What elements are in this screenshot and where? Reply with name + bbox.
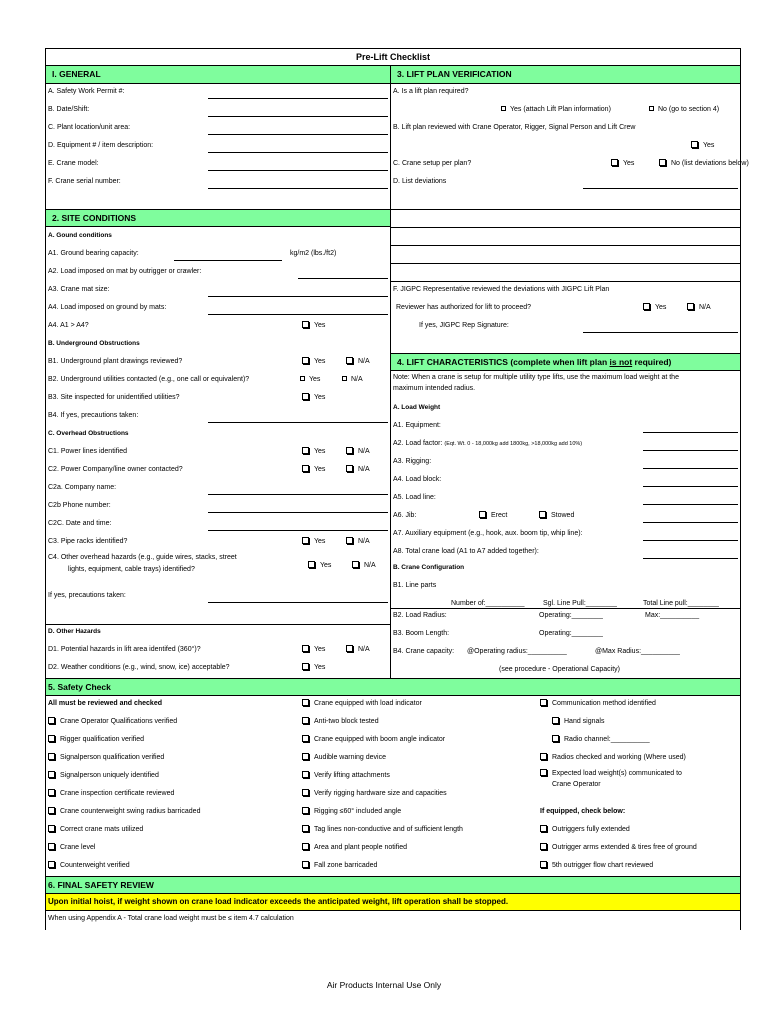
- safety-check-item[interactable]: Rigging ≤60° included angle: [302, 804, 401, 820]
- safety-check-item[interactable]: Counterweight verified: [48, 858, 130, 874]
- date-field[interactable]: [208, 116, 388, 117]
- c4-label-2: lights, equipment, cable trays) identified?: [68, 566, 195, 573]
- c2c-field[interactable]: [208, 530, 388, 531]
- final-warning: Upon initial hoist, if weight shown on crane load indicator exceeds the anticipated weight, lift operation shall be stopped.: [46, 894, 740, 911]
- checkbox-icon[interactable]: [352, 561, 359, 568]
- safety-check-item[interactable]: Crane inspection certificate reviewed: [48, 786, 174, 802]
- a3-field[interactable]: [208, 296, 388, 297]
- lc-a3-field[interactable]: [643, 468, 738, 469]
- c1-label: C1. Power lines identified: [48, 448, 127, 455]
- site-header: 2. SITE CONDITIONS: [46, 209, 390, 227]
- checkbox-icon[interactable]: [649, 106, 654, 111]
- lc-a6-field[interactable]: [643, 522, 738, 523]
- lc-a5-field[interactable]: [643, 504, 738, 505]
- safety-check-item[interactable]: Fall zone barricaded: [302, 858, 377, 874]
- checkbox-icon[interactable]: [302, 447, 309, 454]
- checkbox-icon[interactable]: [479, 511, 486, 518]
- safety-check-item[interactable]: Anti-two block tested: [302, 714, 379, 730]
- lp-d-label: D. List deviations: [393, 178, 447, 185]
- divider: [391, 209, 740, 210]
- b2-na[interactable]: N/A: [342, 372, 363, 388]
- checkbox-icon[interactable]: [302, 753, 309, 760]
- c2a-field[interactable]: [208, 494, 388, 495]
- safety-check-item[interactable]: Correct crane mats utilized: [48, 822, 143, 838]
- a4b-yes[interactable]: Yes: [302, 318, 325, 334]
- hand-signals[interactable]: Hand signals: [552, 714, 604, 730]
- lp-c-no[interactable]: No (list deviations below): [659, 156, 749, 172]
- checkbox-icon[interactable]: [346, 537, 353, 544]
- lc-a8-field[interactable]: [643, 558, 738, 559]
- checkbox-icon[interactable]: [302, 357, 309, 364]
- location-label: C. Plant location/unit area:: [48, 124, 131, 131]
- safety-check-item[interactable]: Crane equipped with load indicator: [302, 696, 422, 712]
- lp-f-label: F. JIGPC Representative reviewed the deviations with JIGPC Lift Plan: [393, 286, 610, 293]
- safety-col1-title: All must be reviewed and checked: [48, 700, 162, 707]
- sgl-line-pull[interactable]: Sgl. Line Pull:________: [543, 600, 617, 607]
- c2c-label: C2C. Date and time:: [48, 520, 112, 527]
- serial-label: F. Crane serial number:: [48, 178, 121, 185]
- ground-subhead: A. Gound conditions: [48, 232, 112, 239]
- checkbox-icon[interactable]: [48, 807, 55, 814]
- crane-config-subhead: B. Crane Configuration: [393, 564, 465, 571]
- checkbox-icon[interactable]: [540, 861, 547, 868]
- safety-check-item[interactable]: Crane level: [48, 840, 95, 856]
- checkbox-icon[interactable]: [48, 861, 55, 868]
- safety-check-item[interactable]: Audible warning device: [302, 750, 386, 766]
- a1-field[interactable]: [174, 260, 282, 261]
- b3-yes[interactable]: Yes: [302, 390, 325, 406]
- c4-yes[interactable]: Yes: [308, 558, 331, 574]
- lc-b4-label: B4. Crane capacity:: [393, 648, 455, 655]
- checkbox-icon[interactable]: [539, 511, 546, 518]
- lc-a1-field[interactable]: [643, 432, 738, 433]
- permit-field[interactable]: [208, 98, 388, 99]
- lc-b2-label: B2. Load Radius:: [393, 612, 447, 619]
- a4-field[interactable]: [208, 314, 388, 315]
- reviewer-na[interactable]: N/A: [687, 300, 711, 316]
- c2-yes[interactable]: Yes: [302, 462, 325, 478]
- lc-a7-field[interactable]: [643, 540, 738, 541]
- checkbox-icon[interactable]: [48, 825, 55, 832]
- checkbox-icon[interactable]: [302, 807, 309, 814]
- b1-yes[interactable]: Yes: [302, 354, 325, 370]
- lc-a6-label: A6. Jib:: [393, 512, 417, 519]
- checkbox-icon[interactable]: [342, 376, 347, 381]
- date-label: B. Date/Shift:: [48, 106, 90, 113]
- checkbox-icon[interactable]: [643, 303, 650, 310]
- a1-unit: kg/m2 (lbs./ft2): [290, 250, 337, 257]
- outrigger-arms[interactable]: Outrigger arms extended & tires free of ground: [540, 840, 697, 856]
- load-weight-subhead: A. Load Weight: [393, 404, 441, 411]
- lc-a8-label: A8. Total crane load (A1 to A7 added together):: [393, 548, 539, 555]
- checkbox-icon[interactable]: [659, 159, 666, 166]
- safety-check-item[interactable]: Area and plant people notified: [302, 840, 407, 856]
- fifth-outrigger[interactable]: 5th outrigger flow chart reviewed: [540, 858, 653, 874]
- b2-yes[interactable]: Yes: [300, 372, 320, 388]
- reviewer-label: Reviewer has authorized for lift to proceed?: [396, 304, 532, 311]
- hazards-subhead: D. Other Hazards: [48, 628, 101, 635]
- equipment-field[interactable]: [208, 152, 388, 153]
- jib-erect[interactable]: Erect: [479, 508, 507, 524]
- underground-subhead: B. Underground Obstructions: [48, 340, 140, 347]
- checkbox-icon[interactable]: [302, 663, 309, 670]
- lp-a-yes[interactable]: Yes (attach Lift Plan information): [501, 102, 611, 118]
- checkbox-icon[interactable]: [346, 447, 353, 454]
- capacity-operating[interactable]: @Operating radius:__________: [467, 648, 567, 655]
- safety-check-item[interactable]: Signalperson uniquely identified: [48, 768, 159, 784]
- radios-checked[interactable]: Radios checked and working (Where used): [540, 750, 686, 766]
- safety-check-item[interactable]: Crane Operator Qualifications verified: [48, 714, 177, 730]
- c2-na[interactable]: N/A: [346, 462, 370, 478]
- serial-field[interactable]: [208, 188, 388, 189]
- lp-c-yes[interactable]: Yes: [611, 156, 634, 172]
- checkbox-icon[interactable]: [302, 789, 309, 796]
- b1-na[interactable]: N/A: [346, 354, 370, 370]
- checkbox-icon[interactable]: [302, 861, 309, 868]
- checkbox-icon[interactable]: [540, 699, 547, 706]
- a2-field[interactable]: [298, 278, 388, 279]
- d1-yes[interactable]: Yes: [302, 642, 325, 658]
- left-column: [46, 66, 391, 679]
- c2b-label: C2b Phone number:: [48, 502, 111, 509]
- a4b-label: A4. A1 > A4?: [48, 322, 89, 329]
- model-field[interactable]: [208, 170, 388, 171]
- signature-label: If yes, JIGPC Rep Signature:: [419, 322, 509, 329]
- checkbox-icon[interactable]: [611, 159, 618, 166]
- checkbox-icon[interactable]: [302, 699, 309, 706]
- lc-a7-label: A7. Auxiliary equipment (e.g., hook, aux. boom tip, whip line):: [393, 530, 583, 537]
- checkbox-icon[interactable]: [302, 735, 309, 742]
- general-header: I. GENERAL: [46, 66, 390, 84]
- c2-label: C2. Power Company/line owner contacted?: [48, 466, 183, 473]
- note-line-1: Note: When a crane is setup for multiple utility type lifts, use the maximum load weight at the: [393, 374, 679, 381]
- c-precautions-field[interactable]: [208, 602, 388, 603]
- equipment-label: D. Equipment # / item description:: [48, 142, 154, 149]
- checkbox-icon[interactable]: [48, 753, 55, 760]
- note-line-2: maximum intended radius.: [393, 385, 476, 392]
- checkbox-icon[interactable]: [308, 561, 315, 568]
- c3-yes[interactable]: Yes: [302, 534, 325, 550]
- lp-d-field[interactable]: [583, 188, 738, 189]
- checkbox-icon[interactable]: [300, 376, 305, 381]
- jib-stowed[interactable]: Stowed: [539, 508, 574, 524]
- safety-check-item[interactable]: Crane counterweight swing radius barricaded: [48, 804, 200, 820]
- lp-a-no[interactable]: No (go to section 4): [649, 102, 719, 118]
- lc-b3-label: B3. Boom Length:: [393, 630, 450, 637]
- checkbox-icon[interactable]: [540, 843, 547, 850]
- radio-channel[interactable]: Radio channel:__________: [552, 732, 650, 748]
- checkbox-icon[interactable]: [302, 843, 309, 850]
- a4-label: A4. Load imposed on ground by mats:: [48, 304, 167, 311]
- divider: [391, 227, 740, 228]
- number-of[interactable]: Number of:__________: [451, 600, 525, 607]
- checkbox-icon[interactable]: [48, 771, 55, 778]
- d1-na[interactable]: N/A: [346, 642, 370, 658]
- c1-yes[interactable]: Yes: [302, 444, 325, 460]
- checkbox-icon[interactable]: [302, 465, 309, 472]
- final-header: 6. FINAL SAFETY REVIEW: [46, 876, 740, 894]
- lc-a2-field[interactable]: [643, 450, 738, 451]
- checkbox-icon[interactable]: [540, 769, 547, 776]
- location-field[interactable]: [208, 134, 388, 135]
- lc-a4-label: A4. Load block:: [393, 476, 442, 483]
- checkbox-icon[interactable]: [302, 771, 309, 778]
- c3-label: C3. Pipe racks identified?: [48, 538, 128, 545]
- a2-label: A2. Load imposed on mat by outrigger or crawler:: [48, 268, 202, 275]
- lp-a-label: A. Is a lift plan required?: [393, 88, 469, 95]
- lc-a5-label: A5. Load line:: [393, 494, 436, 501]
- checkbox-icon[interactable]: [302, 393, 309, 400]
- safety-check-item[interactable]: Verify lifting attachments: [302, 768, 390, 784]
- page-title: Pre-Lift Checklist: [46, 49, 740, 66]
- outriggers-extended[interactable]: Outriggers fully extended: [540, 822, 630, 838]
- d1-label: D1. Potential hazards in lift area identifed (360°)?: [48, 646, 201, 653]
- divider: [391, 245, 740, 246]
- lc-a1-label: A1. Equipment:: [393, 422, 441, 429]
- c1-na[interactable]: N/A: [346, 444, 370, 460]
- lift-plan-header: 3. LIFT PLAN VERIFICATION: [391, 66, 740, 84]
- lc-b1-label: B1. Line parts: [393, 582, 437, 589]
- lp-b-yes[interactable]: Yes: [691, 138, 714, 154]
- c2b-field[interactable]: [208, 512, 388, 513]
- model-label: E. Crane model:: [48, 160, 99, 167]
- procedure-note: (see procedure - Operational Capacity): [499, 666, 621, 673]
- checkbox-icon[interactable]: [552, 735, 559, 742]
- c4-na[interactable]: N/A: [352, 558, 376, 574]
- footer-text: Air Products Internal Use Only: [326, 980, 442, 990]
- safety-check-item[interactable]: Crane equipped with boom angle indicator: [302, 732, 445, 748]
- checkbox-icon[interactable]: [691, 141, 698, 148]
- safety-check-item[interactable]: Signalperson qualification verified: [48, 750, 164, 766]
- safety-check-item[interactable]: Tag lines non-conductive and of sufficient length: [302, 822, 463, 838]
- checkbox-icon[interactable]: [687, 303, 694, 310]
- checkbox-icon[interactable]: [346, 645, 353, 652]
- lp-b-label: B. Lift plan reviewed with Crane Operator, Rigger, Signal Person and Lift Crew: [393, 124, 636, 131]
- checkbox-icon[interactable]: [48, 717, 55, 724]
- lp-c-label: C. Crane setup per plan?: [393, 160, 472, 167]
- reviewer-yes[interactable]: Yes: [643, 300, 666, 316]
- checkbox-icon[interactable]: [302, 717, 309, 724]
- a1-label: A1. Ground bearing capacity:: [48, 250, 139, 257]
- c3-na[interactable]: N/A: [346, 534, 370, 550]
- permit-label: A. Safety Work Permit #:: [48, 88, 125, 95]
- boom-operating[interactable]: Operating:________: [539, 630, 603, 637]
- total-line-pull[interactable]: Total Line pull:________: [643, 600, 719, 607]
- lc-a3-label: A3. Rigging:: [393, 458, 432, 465]
- lc-a4-field[interactable]: [643, 486, 738, 487]
- checkbox-icon[interactable]: [346, 357, 353, 364]
- checkbox-icon[interactable]: [302, 321, 309, 328]
- b2-label: B2. Underground utilities contacted (e.g., one call or equivalent)?: [48, 376, 250, 383]
- appendix-note: When using Appendix A - Total crane load weight must be ≤ item 4.7 calculation: [48, 915, 294, 922]
- checkbox-icon[interactable]: [346, 465, 353, 472]
- if-equipped-label: If equipped, check below:: [540, 808, 626, 815]
- expected-weight[interactable]: Expected load weight(s) communicated to: [540, 768, 682, 779]
- capacity-max[interactable]: @Max Radius:__________: [595, 648, 680, 655]
- checkbox-icon[interactable]: [48, 735, 55, 742]
- checkbox-icon[interactable]: [540, 825, 547, 832]
- checkbox-icon[interactable]: [48, 843, 55, 850]
- checkbox-icon[interactable]: [302, 537, 309, 544]
- right-column: [391, 66, 749, 679]
- b1-label: B1. Underground plant drawings reviewed?: [48, 358, 183, 365]
- radius-max[interactable]: Max:__________: [645, 612, 700, 619]
- checkbox-icon[interactable]: [501, 106, 506, 111]
- checklist-sheet: [45, 48, 749, 930]
- lift-char-header: 4. LIFT CHARACTERISTICS (complete when lift plan is not required): [391, 353, 740, 371]
- c4-label-1: C4. Other overhead hazards (e.g., guide wires, stacks, street: [48, 554, 237, 561]
- checkbox-icon[interactable]: [552, 717, 559, 724]
- a3-label: A3. Crane mat size:: [48, 286, 110, 293]
- b4-field[interactable]: [208, 422, 388, 423]
- d2-yes[interactable]: Yes: [302, 660, 325, 676]
- checkbox-icon[interactable]: [302, 645, 309, 652]
- safety-check-item[interactable]: Rigger qualification verified: [48, 732, 144, 748]
- comm-method[interactable]: Communication method identified: [540, 696, 656, 712]
- safety-check-item[interactable]: Verify rigging hardware size and capacities: [302, 786, 447, 802]
- overhead-subhead: C. Overhead Obstructions: [48, 430, 129, 437]
- checkbox-icon[interactable]: [302, 825, 309, 832]
- signature-field[interactable]: [583, 332, 738, 333]
- d2-label: D2. Weather conditions (e.g., wind, snow, ice) acceptable?: [48, 664, 230, 671]
- radius-operating[interactable]: Operating:________: [539, 612, 603, 619]
- expected-weight-2: Crane Operator: [552, 781, 601, 788]
- b4-label: B4. If yes, precautions taken:: [48, 412, 139, 419]
- safety-header: 5. Safety Check: [46, 678, 740, 696]
- lc-a2-label: A2. Load factor: (Eqt. Wt. 0 - 18,000kg add 1800kg, >18,000kg add 10%): [393, 440, 583, 447]
- c2a-label: C2a. Company name:: [48, 484, 117, 491]
- c-precautions-label: If yes, precautions taken:: [48, 592, 126, 599]
- checkbox-icon[interactable]: [48, 789, 55, 796]
- b3-label: B3. Site inspected for unidentified utilities?: [48, 394, 180, 401]
- checkbox-icon[interactable]: [540, 753, 547, 760]
- divider: [391, 263, 740, 264]
